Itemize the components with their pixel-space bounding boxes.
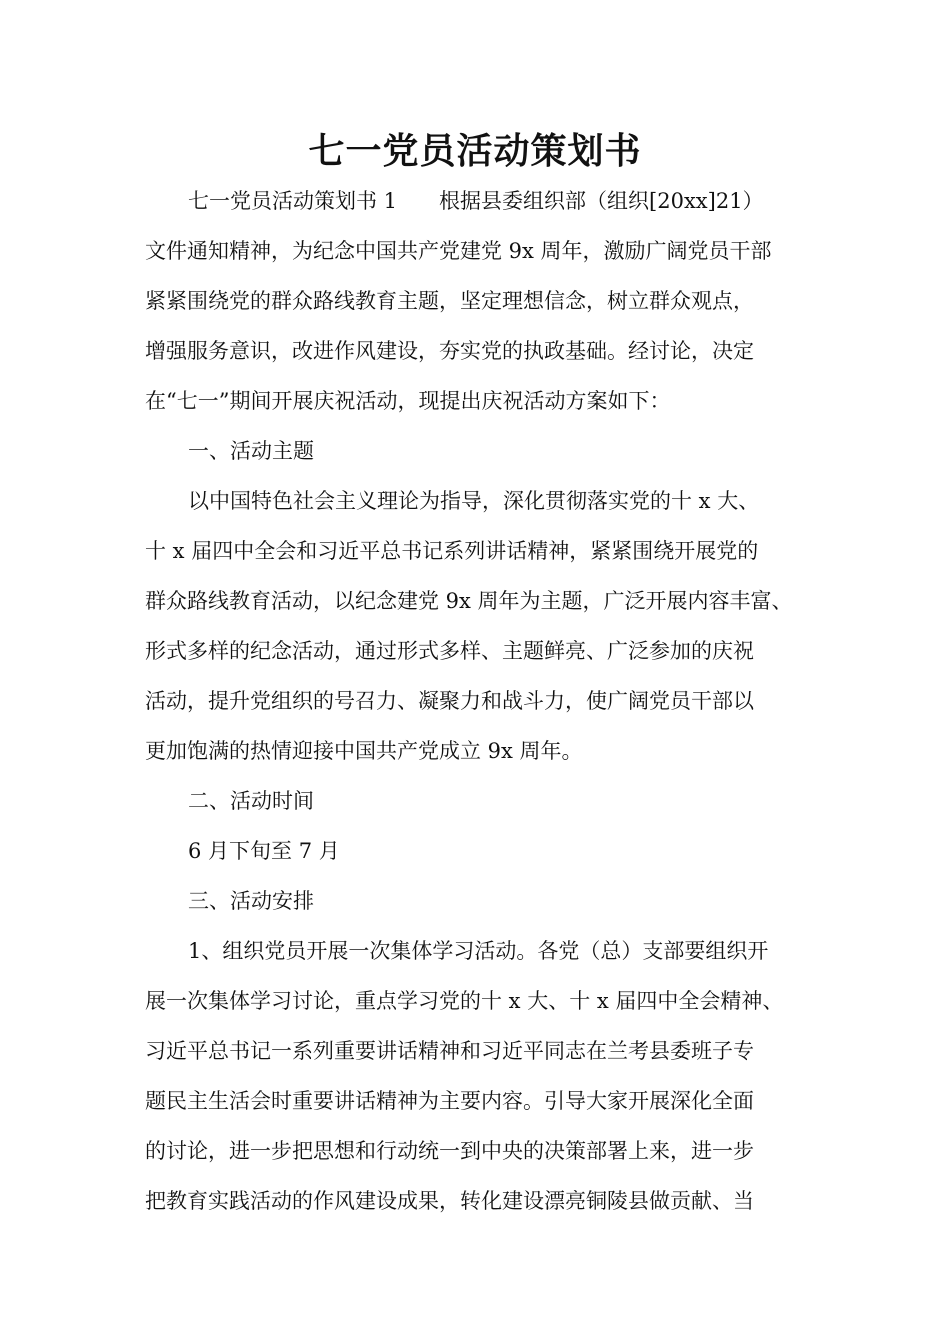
section-heading: 三、活动安排 xyxy=(188,889,314,913)
paragraph-line: 1、组织党员开展一次集体学习活动。各党（总）支部要组织开 xyxy=(188,939,769,963)
paragraph-line: 形式多样的纪念活动，通过形式多样、主题鲜亮、广泛参加的庆祝 xyxy=(145,639,754,663)
paragraph-line: 紧紧围绕党的群众路线教育主题，坚定理想信念，树立群众观点， xyxy=(145,289,754,313)
paragraph-line: 以中国特色社会主义理论为指导，深化贯彻落实党的十 x 大、 xyxy=(188,489,760,513)
paragraph-line: 活动，提升党组织的号召力、凝聚力和战斗力，使广阔党员干部以 xyxy=(145,689,754,713)
paragraph-line: 的讨论，进一步把思想和行动统一到中央的决策部署上来，进一步 xyxy=(145,1139,754,1163)
paragraph-line: 增强服务意识，改进作风建设，夯实党的执政基础。经讨论，决定 xyxy=(145,339,754,363)
section-heading: 二、活动时间 xyxy=(188,789,314,813)
paragraph-line: 6 月下旬至 7 月 xyxy=(188,839,340,863)
paragraph-line: 更加饱满的热情迎接中国共产党成立 9x 周年。 xyxy=(145,739,583,763)
paragraph-line: 在“七一”期间开展庆祝活动，现提出庆祝活动方案如下： xyxy=(145,389,671,413)
paragraph-line: 群众路线教育活动，以纪念建党 9x 周年为主题，广泛开展内容丰富、 xyxy=(145,589,793,613)
paragraph-line: 把教育实践活动的作风建设成果，转化建设漂亮铜陵县做贡献、当 xyxy=(145,1189,754,1213)
paragraph-line: 十 x 届四中全会和习近平总书记系列讲话精神，紧紧围绕开展党的 xyxy=(145,539,759,563)
paragraph-line: 文件通知精神，为纪念中国共产党建党 9x 周年，激励广阔党员干部 xyxy=(145,239,772,263)
paragraph-line: 题民主生活会时重要讲话精神为主要内容。引导大家开展深化全面 xyxy=(145,1089,754,1113)
paragraph-line: 习近平总书记一系列重要讲话精神和习近平同志在兰考县委班子专 xyxy=(145,1039,754,1063)
paragraph-line: 七一党员活动策划书 1 根据县委组织部（组织[20xx]21） xyxy=(188,189,764,213)
section-heading: 一、活动主题 xyxy=(188,439,314,463)
document-title: 七一党员活动策划书 xyxy=(308,131,642,172)
paragraph-line: 展一次集体学习讨论，重点学习党的十 x 大、十 x 届四中全会精神、 xyxy=(145,989,784,1013)
